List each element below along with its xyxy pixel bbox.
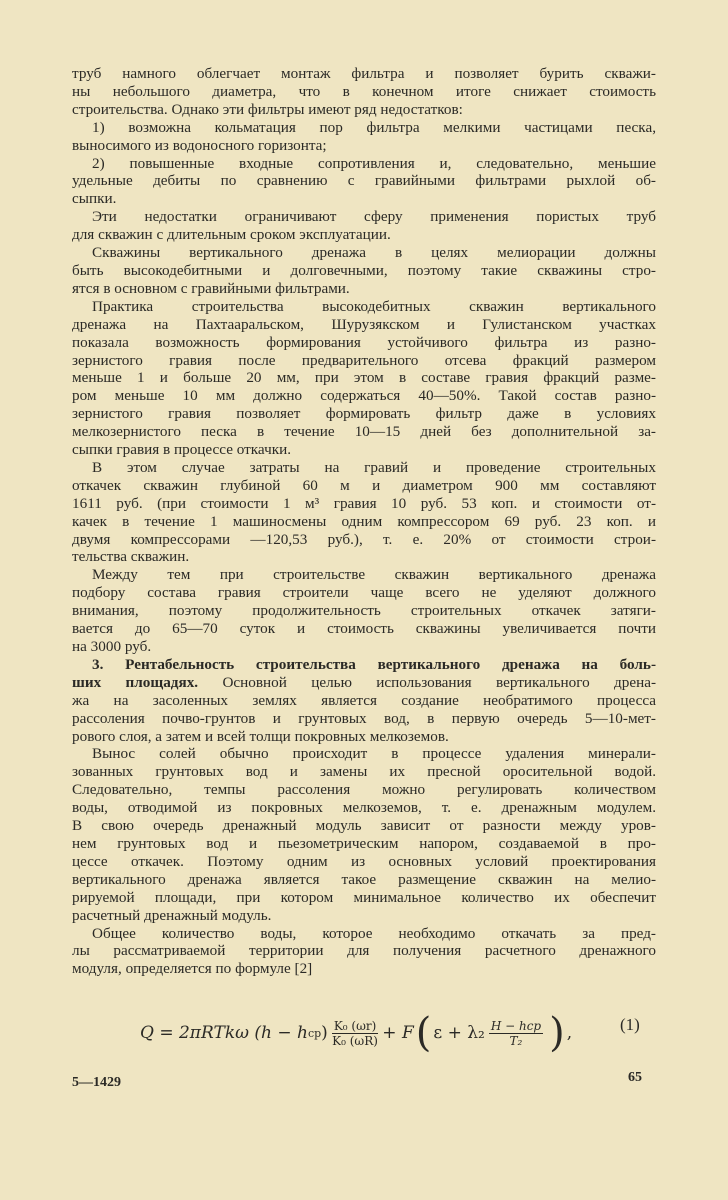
section-heading: ших площадях. <box>72 673 199 691</box>
text-line: выносимого из водоносного горизонта; <box>72 136 327 154</box>
formula-comma: , <box>566 1023 573 1043</box>
text-line: 2) повышенные входные сопротивления и, следовательно, меньшие <box>92 154 656 172</box>
text-line: 1611 руб. (при стоимости 1 м³ гравия 10 руб. 53 коп. и стоимости от- <box>72 494 656 512</box>
paragraph <box>72 298 656 459</box>
text-line: ны небольшого диаметра, что в конечном итоге снижает стоимость <box>72 82 656 100</box>
text-line: ятся в основном с гравийными фильтрами. <box>72 279 350 297</box>
paragraph <box>72 65 656 119</box>
text-line: внимания, поэтому продолжительность строительных откачек затяги- <box>72 602 656 620</box>
text-line: показала возможность формирования устойчивого фильтра из разно- <box>72 333 656 351</box>
text-line: сыпки. <box>72 190 117 208</box>
paragraph <box>72 244 656 298</box>
text-line: В этом случае затраты на гравий и проведение строительных <box>92 458 656 476</box>
text-line: ром меньше 10 мм должно содержаться 40—50%. Такой состав разно- <box>72 387 656 405</box>
text-line: лы рассматриваемой территории для получения расчетного дренажного <box>72 942 656 960</box>
text-line: модуля, определяется по формуле [2] <box>72 960 313 978</box>
formula-lhs: Q = 2πRTkω (h − h <box>140 1023 308 1043</box>
text-line: дренажа на Пахтааральском, Шурузякском и Гулистанском участках <box>72 315 656 333</box>
text-line: Практика строительства высокодебитных скважин вертикального <box>92 297 656 315</box>
text-line: Эти недостатки ограничивают сферу применения пористых труб <box>92 208 656 226</box>
text-line: Следовательно, темпы рассоления можно регулировать количеством <box>72 781 656 799</box>
text-line: труб намного облегчает монтаж фильтра и позволяет бурить скважи- <box>72 65 656 82</box>
formula-eps: ε + λ₂ <box>433 1023 485 1043</box>
page-number: 65 <box>628 1070 642 1085</box>
fraction-denominator: K₀ (ωR) <box>332 1033 378 1048</box>
text-line: двумя компрессорами —120,53 руб.), т. е. 20% от стоимости строи- <box>72 530 656 548</box>
text-line: тельства скважин. <box>72 548 190 566</box>
left-paren: ( <box>415 1010 432 1056</box>
paragraph <box>72 566 656 656</box>
formula-fraction-h <box>489 1019 543 1048</box>
paragraph <box>72 155 656 209</box>
formula-close: ) <box>321 1023 328 1043</box>
text-line: 1) возможна кольматация пор фильтра мелкими частицами песка, <box>92 118 656 136</box>
text-line: подбору состава гравия строители чаще всего не уделяют должного <box>72 584 656 602</box>
text-line: строительства. Однако эти фильтры имеют ряд недостатков: <box>72 100 463 118</box>
text-line: на 3000 руб. <box>72 638 152 655</box>
text-line: меньше 1 и больше 20 мм, при этом в составе гравия фракций разме- <box>72 369 656 387</box>
text-line: жа на засоленных землях является создание необратимого процесса <box>72 691 656 709</box>
text-line: вертикального дренажа является такое размещение скважин на мелио- <box>72 870 656 888</box>
fraction-numerator: K₀ (ωr) <box>333 1018 377 1033</box>
text-line <box>72 656 656 674</box>
text-line: сыпки гравия в процессе откачки. <box>72 441 292 459</box>
text-line: откачек скважин глубиной 60 м и диаметром 900 мм составляют <box>72 476 656 494</box>
text-line: зованных грунтовых вод и замены их пресной оросительной водой. <box>72 763 656 781</box>
formula-plus-f: + F <box>382 1023 414 1043</box>
paragraph <box>72 459 656 566</box>
text-line: Общее количество воды, которое необходимо откачать за пред- <box>92 924 656 942</box>
equation-number: (1) <box>620 1015 640 1034</box>
text-line: удельные дебиты по сравнению с гравийными фильтрами рыхлой об- <box>72 172 656 190</box>
section-heading: 3. Рентабельность строительства вертикального дренажа на боль- <box>92 655 656 673</box>
paragraph <box>72 745 656 924</box>
text-line: Вынос солей обычно происходит в процессе удаления минерали- <box>92 745 656 763</box>
text-line: вается до 65—70 суток и стоимость скважины увеличивается почти <box>72 620 656 638</box>
text-line: В свою очередь дренажный модуль зависит от разности между уров- <box>72 817 656 835</box>
text-line <box>72 674 656 692</box>
text-line: быть высокодебитными и долговечными, поэтому такие скважины стро- <box>72 261 656 279</box>
text-line: качек в течение 1 машиносмены одним компрессором 69 руб. 23 коп. и <box>72 512 656 530</box>
text-line: рассоления почво-грунтов и грунтовых вод, в первую очередь 5—10-мет- <box>72 709 656 727</box>
text-line: зернистого гравия позволяет формировать фильтр даже в условиях <box>72 405 656 423</box>
text-line: нем грунтовых вод и пьезометрическим напором, создаваемой в про- <box>72 834 656 852</box>
text-line: Скважины вертикального дренажа в целях мелиорации должны <box>92 244 656 262</box>
text-run: Основной целью использования вертикального дрена- <box>198 673 656 691</box>
text-line: для скважин с длительным сроком эксплуатации. <box>72 226 391 244</box>
formula-fraction-k0 <box>332 1019 378 1048</box>
formula-sub: ср <box>307 1026 322 1040</box>
print-signature: 5—1429 <box>72 1075 121 1090</box>
fraction-denominator: T₂ <box>509 1033 523 1048</box>
paragraph <box>72 656 656 746</box>
text-line: воды, отводимой из покровных мелкоземов, т. е. дренажным модулем. <box>72 799 656 817</box>
paragraph <box>72 208 656 244</box>
fraction-numerator: H − hср <box>490 1018 542 1033</box>
text-line: цессе откачек. Поэтому одним из основных условий проектирования <box>72 852 656 870</box>
formula-1 <box>140 1003 660 1063</box>
paragraph <box>72 119 656 155</box>
right-paren: ) <box>549 1010 565 1056</box>
text-line: рового слоя, а затем и всей толщи покровных мелкоземов. <box>72 727 449 745</box>
text-line: расчетный дренажный модуль. <box>72 906 272 924</box>
text-line: Между тем при строительстве скважин вертикального дренажа <box>92 566 656 584</box>
text-line: зернистого гравия после предварительного отсева фракций размером <box>72 351 656 369</box>
text-line: мелкозернистого песка в течение 10—15 дней без дополнительной за- <box>72 423 656 441</box>
body-text <box>72 65 656 978</box>
text-line: рируемой площади, при котором минимальное количество их обеспечит <box>72 888 656 906</box>
paragraph <box>72 925 656 979</box>
